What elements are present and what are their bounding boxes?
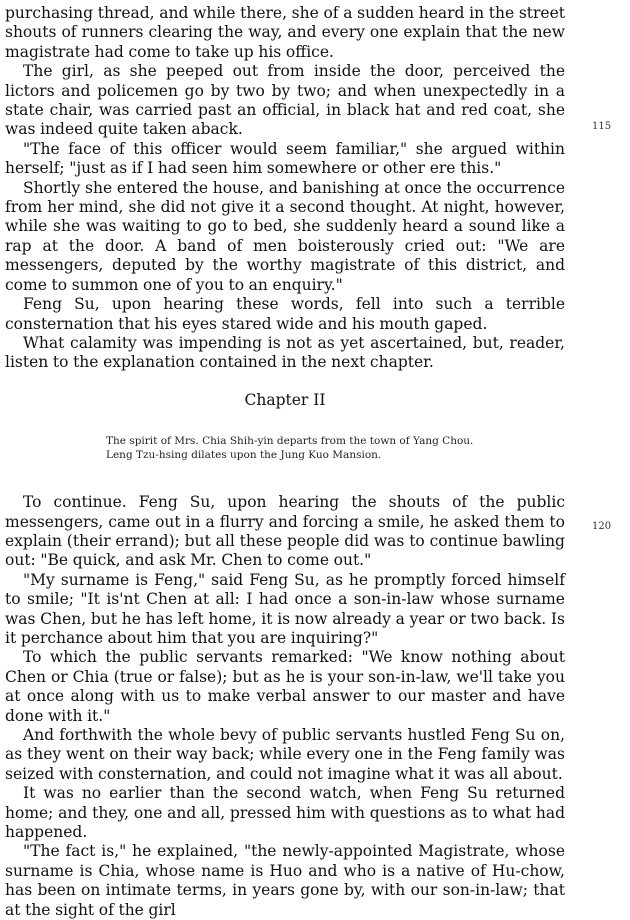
paragraph: "The face of this officer would seem familiar," she argued within herself; "just as if I had seen him somewhere or other ere this."	[5, 139, 565, 178]
paragraph: To which the public servants remarked: "We know nothing about Chen or Chia (true or false); but as he is your son-in-law, we'll take you at once along with us to make verbal answer to our master and have done with it."	[5, 648, 565, 725]
paragraph: What calamity was impending is not as yet ascertained, but, reader, listen to the explanation contained in the next chapter.	[5, 333, 565, 372]
paragraph: It was no earlier than the second watch, when Feng Su returned home; and they, one and all, pressed him with questions as to what had happened.	[5, 784, 565, 842]
book-page	[5, 4, 565, 920]
chapter-summary-line: The spirit of Mrs. Chia Shih-yin departs from the town of Yang Chou.	[106, 435, 474, 448]
chapter-title: Chapter II	[244, 390, 326, 409]
paragraph: purchasing thread, and while there, she of a sudden heard in the street shouts of runners clearing the way, and every one explain that the new magistrate had come to take up his office.	[5, 4, 565, 61]
line-number: 120	[592, 521, 612, 532]
paragraph: "My surname is Feng," said Feng Su, as he promptly forced himself to smile; "It is'nt Chen at all: I had once a son-in-law whose surname was Chen, but he has left home, it is now already a year or two back. Is it perchance about him that you are inquiring?"	[5, 570, 565, 647]
paragraph: The girl, as she peeped out from inside the door, perceived the lictors and policemen go by two by two; and when unexpectedly in a state chair, was carried past an official, in black hat and red coat, she was indeed quite taken aback.	[5, 62, 565, 139]
paragraph: And forthwith the whole bevy of public servants hustled Feng Su on, as they went on their way back; while every one in the Feng family was seized with consternation, and could not imagine what it was all about.	[5, 726, 565, 783]
line-number: 115	[592, 121, 612, 132]
chapter-summary	[106, 434, 565, 462]
paragraph: To continue. Feng Su, upon hearing the shouts of the public messengers, came out in a flurry and forcing a smile, he asked them to explain (their errand); but all these people did was to continue bawling out: "Be quick, and ask Mr. Chen to come out."	[5, 493, 565, 570]
paragraph: Shortly she entered the house, and banishing at once the occurrence from her mind, she did not give it a second thought. At night, however, while she was waiting to go to bed, she suddenly heard a sound like a rap at the door. A band of men boisterously cried out: "We are messengers, deputed by the worthy magistrate of this district, and come to summon one of you to an enquiry."	[5, 178, 565, 294]
chapter-summary-line: Leng Tzu-hsing dilates upon the Jung Kuo Mansion.	[106, 449, 382, 462]
section-gap	[5, 462, 565, 493]
paragraph: "The fact is," he explained, "the newly-appointed Magistrate, whose surname is Chia, whose name is Huo and who is a native of Hu-chow, has been on intimate terms, in years gone by, with our son-in-law; that at the sight of the girl	[5, 842, 565, 919]
paragraph: Feng Su, upon hearing these words, fell into such a terrible consternation that his eyes stared wide and his mouth gaped.	[5, 295, 565, 333]
